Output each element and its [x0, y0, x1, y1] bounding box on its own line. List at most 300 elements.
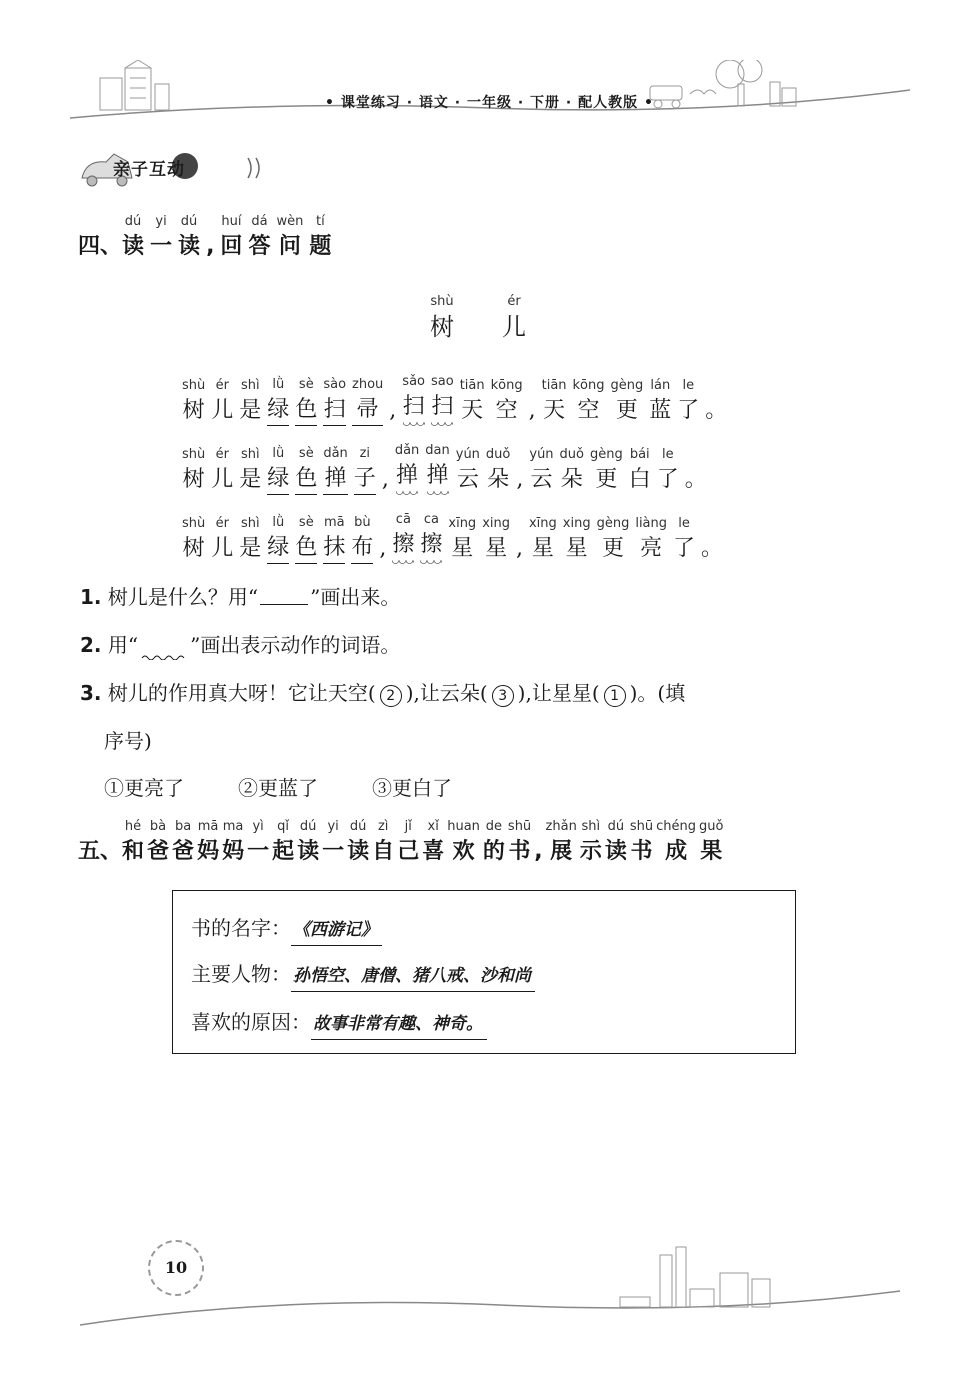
- ruby-char: [267, 444, 289, 495]
- question-3-text-1: 树儿的作用真大呀！它让天空(: [101, 681, 376, 705]
- ruby-char: [630, 817, 653, 867]
- hanzi: 儿: [211, 398, 234, 423]
- hanzi: 掸: [427, 461, 449, 495]
- ruby-char: [431, 372, 454, 426]
- hanzi: 儿: [502, 313, 526, 341]
- pinyin: ba: [174, 819, 192, 834]
- option-3: ③更白了: [372, 776, 452, 800]
- hanzi: 朵: [487, 467, 510, 492]
- hanzi: ,: [515, 536, 523, 561]
- hanzi: 儿: [211, 536, 234, 561]
- pinyin: duǒ: [559, 447, 584, 462]
- pinyin: xing: [482, 516, 510, 531]
- hanzi: 更: [601, 536, 624, 561]
- pinyin: ér: [215, 378, 229, 393]
- ruby-char: [460, 376, 485, 426]
- question-3-line-2: 序号): [104, 729, 152, 753]
- answer-cloud-circle: 3: [492, 685, 514, 707]
- ruby-char: [211, 514, 233, 564]
- ruby-char: [448, 514, 476, 564]
- pinyin: liàng: [635, 516, 668, 531]
- pinyin: yi: [327, 819, 339, 834]
- hanzi: 爸: [147, 839, 170, 864]
- ruby-char: [546, 817, 577, 867]
- straight-line-symbol: [260, 592, 308, 605]
- hanzi: 回: [220, 234, 243, 259]
- hanzi: 星: [485, 536, 508, 561]
- pinyin: kōng: [572, 378, 605, 393]
- question-3-number: 3.: [80, 681, 102, 705]
- ruby-char: [420, 510, 442, 564]
- pinyin: dú: [607, 819, 625, 834]
- pinyin: yi: [155, 214, 167, 229]
- poem-title: [430, 292, 574, 342]
- ruby-char: [573, 376, 605, 426]
- ruby-char: [382, 445, 389, 495]
- pinyin: xīng: [448, 516, 477, 531]
- pinyin: shù: [182, 447, 206, 462]
- pinyin: shū: [629, 819, 654, 834]
- hanzi: 读: [347, 839, 370, 864]
- ruby-char: [529, 514, 557, 564]
- pinyin: lǜ: [272, 515, 285, 530]
- ruby-char: [248, 212, 270, 262]
- ruby-char: [491, 376, 523, 426]
- pinyin: ér: [507, 294, 521, 309]
- pinyin: dú: [124, 214, 142, 229]
- hanzi: 色: [295, 397, 318, 422]
- pinyin: dǎn: [394, 443, 420, 458]
- hanzi: 是: [239, 398, 262, 423]
- hanzi: 掸: [396, 461, 418, 495]
- ruby-char: [178, 212, 200, 262]
- pinyin: dú: [180, 214, 198, 229]
- hanzi: ,: [389, 398, 397, 423]
- ruby-char: [211, 376, 233, 426]
- ruby-char: [379, 514, 386, 564]
- pinyin: sè: [298, 515, 314, 530]
- hanzi: 读: [178, 234, 201, 259]
- hanzi: 星: [565, 536, 588, 561]
- hanzi: 云: [530, 467, 553, 492]
- pinyin: bù: [354, 515, 371, 530]
- ruby-char: [354, 444, 376, 495]
- pinyin: qǐ: [277, 819, 290, 834]
- ruby-char: [529, 376, 536, 426]
- hanzi: 更: [595, 467, 618, 492]
- hanzi: 云: [456, 467, 479, 492]
- hanzi: 亮: [640, 536, 663, 561]
- pinyin: wèn: [276, 214, 304, 229]
- pinyin: mā: [324, 515, 345, 530]
- ruby-char: [323, 375, 346, 426]
- pinyin: shù: [182, 516, 206, 531]
- ruby-char: [657, 445, 679, 495]
- ruby-char: [486, 445, 510, 495]
- ruby-char: [323, 513, 345, 564]
- question-1-text-after: ”画出来。: [310, 585, 401, 609]
- book-info-box: [172, 890, 796, 1054]
- ruby-char: [372, 817, 394, 867]
- pinyin: huí: [221, 214, 242, 229]
- pinyin: guǒ: [699, 819, 724, 834]
- pinyin: tiān: [541, 378, 567, 393]
- pinyin: gèng: [590, 447, 623, 462]
- ruby-char: [172, 817, 194, 867]
- answer-sky-circle: 2: [380, 685, 402, 707]
- badge-label: 亲子互动: [113, 160, 185, 180]
- pinyin: zi: [359, 446, 371, 461]
- book-name-row: [191, 913, 382, 946]
- section-4-heading: [78, 212, 337, 262]
- pinyin: gèng: [610, 378, 644, 393]
- ruby-char: [456, 445, 480, 495]
- pinyin: xing: [562, 516, 591, 531]
- hanzi: 扫: [403, 392, 425, 426]
- ruby-char: [182, 376, 205, 426]
- ruby-char: [635, 514, 667, 564]
- ruby-char: [222, 817, 244, 867]
- pinyin: sè: [298, 446, 314, 461]
- pinyin: ér: [215, 516, 229, 531]
- ruby-char: [425, 441, 449, 495]
- ruby-char: [323, 444, 347, 495]
- ruby-char: [649, 376, 671, 426]
- question-1-number: 1.: [80, 585, 102, 609]
- pinyin: lán: [650, 378, 671, 393]
- wavy-line-symbol: [140, 648, 188, 660]
- hanzi: 擦: [392, 530, 414, 564]
- hanzi: 读: [297, 839, 320, 864]
- ruby-char: [239, 376, 261, 426]
- ruby-char: [422, 817, 444, 867]
- option-1: ①更亮了: [104, 776, 184, 800]
- question-2-number: 2.: [80, 633, 102, 657]
- pinyin: le: [678, 516, 690, 531]
- ruby-char: [239, 514, 261, 564]
- hanzi: 擦: [420, 530, 442, 564]
- book-reason-value: 故事非常有趣、神奇。: [311, 1009, 487, 1040]
- pinyin: mā: [197, 819, 219, 834]
- ruby-char: [701, 514, 723, 564]
- pinyin: zhǎn: [545, 819, 577, 834]
- book-characters-label: 主要人物：: [191, 962, 291, 986]
- question-3-text-2: ),让云朵(: [405, 681, 488, 705]
- pinyin: lǜ: [272, 446, 285, 461]
- ruby-char: [397, 817, 419, 867]
- hanzi: 布: [351, 535, 374, 560]
- pinyin: shù: [430, 294, 454, 309]
- pinyin: shì: [240, 516, 260, 531]
- poem-line-3: [182, 510, 729, 564]
- ruby-char: [309, 212, 331, 262]
- ruby-char: [182, 445, 205, 495]
- hanzi: 书: [630, 839, 653, 864]
- option-2: ②更蓝了: [238, 776, 318, 800]
- pinyin: kōng: [490, 378, 523, 393]
- ruby-char: [347, 817, 369, 867]
- hanzi: 星: [451, 536, 474, 561]
- ruby-char: [150, 212, 172, 262]
- hanzi: 自: [372, 839, 395, 864]
- pinyin: ér: [215, 447, 229, 462]
- section-4-number: 四、: [78, 234, 123, 259]
- hanzi: 树: [182, 467, 205, 492]
- ruby-char: [611, 376, 644, 426]
- ruby-char: [322, 817, 344, 867]
- ruby-char: [542, 376, 567, 426]
- pinyin: bái: [629, 447, 650, 462]
- hanzi: 扫: [323, 397, 346, 422]
- ruby-char: [247, 817, 269, 867]
- ruby-char: [483, 817, 505, 867]
- hanzi: 答: [248, 234, 271, 259]
- poem-line-1: [182, 372, 733, 426]
- ruby-char: [147, 817, 169, 867]
- question-2-text-after: ”画出表示动作的词语。: [190, 633, 401, 657]
- book-characters-row: [191, 959, 535, 992]
- hanzi: 妈: [197, 839, 220, 864]
- pinyin: dá: [251, 214, 268, 229]
- hanzi: 读: [604, 839, 627, 864]
- pinyin: de: [485, 819, 503, 834]
- ruby-char: [529, 445, 553, 495]
- ruby-char: [395, 441, 419, 495]
- hanzi: 色: [295, 466, 318, 491]
- ruby-char: [239, 445, 261, 495]
- hanzi: 儿: [211, 467, 234, 492]
- ruby-char: [560, 445, 584, 495]
- hanzi: 绿: [267, 397, 290, 422]
- pinyin: shù: [182, 378, 206, 393]
- hanzi: 一: [150, 234, 173, 259]
- question-2: [80, 630, 400, 660]
- pinyin: shì: [240, 447, 260, 462]
- pinyin: chéng: [656, 819, 697, 834]
- ruby-char: [629, 445, 651, 495]
- ruby-char: [352, 375, 383, 426]
- ruby-char: [211, 445, 233, 495]
- hanzi: ,: [534, 839, 543, 864]
- pinyin: duǒ: [485, 447, 511, 462]
- hanzi: 了: [656, 467, 679, 492]
- footer-skyline-illustration: [80, 1245, 900, 1335]
- hanzi: 朵: [560, 467, 583, 492]
- section-5-heading: [78, 817, 726, 867]
- hanzi: 果: [700, 839, 723, 864]
- pinyin: ma: [222, 819, 244, 834]
- hanzi: 子: [353, 466, 376, 491]
- question-3-text-4: )。(填: [629, 681, 686, 705]
- pinyin: shì: [581, 819, 601, 834]
- ruby-char: [220, 212, 242, 262]
- ruby-char: [685, 445, 707, 495]
- pinyin: le: [682, 378, 695, 393]
- hanzi: 示: [579, 839, 602, 864]
- hanzi: 。: [701, 536, 724, 561]
- pinyin: yì: [252, 819, 264, 834]
- ruby-char: [182, 514, 205, 564]
- question-2-text-before: 用“: [101, 633, 139, 657]
- ruby-char: [563, 514, 591, 564]
- hanzi: 了: [677, 398, 700, 423]
- ruby-char: [516, 514, 523, 564]
- pinyin: zì: [377, 819, 389, 834]
- book-reason-label: 喜欢的原因：: [191, 1010, 311, 1034]
- ruby-char: [206, 212, 214, 262]
- hanzi: 喜: [422, 839, 445, 864]
- question-1-text-before: 树儿是什么？用“: [101, 585, 259, 609]
- hanzi: 读: [122, 234, 145, 259]
- pinyin: hé: [124, 819, 142, 834]
- hanzi: 绿: [267, 466, 290, 491]
- hanzi: 是: [239, 467, 262, 492]
- hanzi: 色: [295, 535, 318, 560]
- ruby-char: [516, 445, 523, 495]
- ruby-char: [295, 513, 317, 564]
- pinyin: dú: [299, 819, 317, 834]
- pinyin: tiān: [459, 378, 485, 393]
- ruby-char: [597, 514, 630, 564]
- hanzi: 更: [615, 398, 638, 423]
- pinyin: xǐ: [427, 819, 439, 834]
- hanzi: 问: [278, 234, 301, 259]
- hanzi: 蓝: [649, 398, 672, 423]
- ruby-char: [197, 817, 219, 867]
- page-number: 10: [148, 1240, 204, 1296]
- pinyin: yún: [529, 447, 554, 462]
- hanzi: 起: [272, 839, 295, 864]
- ruby-char: [297, 817, 319, 867]
- hanzi: 题: [309, 234, 332, 259]
- ruby-char: [605, 817, 627, 867]
- hanzi: 树: [182, 398, 205, 423]
- hanzi: 的: [482, 839, 505, 864]
- book-reason-row: [191, 1007, 487, 1040]
- pinyin: sǎo: [402, 374, 425, 389]
- section-5-number: 五、: [78, 839, 123, 864]
- pinyin: shū: [507, 819, 532, 834]
- ruby-char: [272, 817, 294, 867]
- hanzi: 白: [628, 467, 651, 492]
- hanzi: 。: [705, 398, 728, 423]
- hanzi: 己: [397, 839, 420, 864]
- question-3: [80, 678, 685, 708]
- hanzi: 书: [508, 839, 531, 864]
- pinyin: gèng: [596, 516, 630, 531]
- ruby-char: [673, 514, 695, 564]
- hanzi: 展: [550, 839, 573, 864]
- pinyin: cā: [395, 512, 411, 527]
- header-title: • 课堂练习 · 语文 · 一年级 · 下册 · 配人教版 •: [325, 95, 654, 111]
- hanzi: 。: [684, 467, 707, 492]
- hanzi: 成: [665, 839, 688, 864]
- pinyin: lǜ: [272, 377, 285, 392]
- pinyin: ca: [423, 512, 439, 527]
- hanzi: 树: [430, 313, 454, 341]
- hanzi: 星: [531, 536, 554, 561]
- ruby-char: [580, 817, 602, 867]
- ruby-char: [534, 817, 542, 867]
- hanzi: 欢: [452, 839, 475, 864]
- hanzi: 帚: [356, 397, 379, 422]
- pinyin: sè: [298, 377, 314, 392]
- hanzi: 爸: [172, 839, 195, 864]
- hanzi: 树: [182, 536, 205, 561]
- book-name-label: 书的名字：: [191, 916, 291, 940]
- answer-star-circle: 1: [604, 685, 626, 707]
- hanzi: ,: [528, 398, 536, 423]
- hanzi: 空: [495, 398, 518, 423]
- book-name-value: 《西游记》: [291, 915, 382, 946]
- pinyin: yún: [455, 447, 480, 462]
- pinyin: dan: [425, 443, 450, 458]
- hanzi: 空: [577, 398, 600, 423]
- ruby-char: [508, 817, 531, 867]
- hanzi: 绿: [267, 535, 290, 560]
- hanzi: ,: [516, 467, 524, 492]
- hanzi: 天: [543, 398, 566, 423]
- hanzi: 妈: [222, 839, 245, 864]
- ruby-char: [295, 444, 317, 495]
- book-characters-value: 孙悟空、唐僧、猪八戒、沙和尚: [291, 961, 535, 992]
- ruby-char: [502, 292, 526, 342]
- ruby-char: [389, 376, 396, 426]
- pinyin: xīng: [528, 516, 557, 531]
- ruby-char: [267, 513, 289, 564]
- pinyin: dú: [349, 819, 367, 834]
- ruby-char: [705, 376, 727, 426]
- hanzi: ,: [381, 467, 389, 492]
- ruby-char: [392, 510, 414, 564]
- ruby-char: [295, 375, 317, 426]
- ruby-char: [402, 372, 425, 426]
- ruby-char: [267, 375, 289, 426]
- pinyin: bà: [149, 819, 167, 834]
- hanzi: 是: [239, 536, 262, 561]
- hanzi: 了: [673, 536, 696, 561]
- ruby-char: [351, 513, 373, 564]
- ruby-char: [656, 817, 696, 867]
- ruby-char: [677, 376, 699, 426]
- hanzi: 和: [122, 839, 145, 864]
- pinyin: huan: [447, 819, 480, 834]
- ruby-char: [699, 817, 723, 867]
- ruby-char: [430, 292, 454, 342]
- poem-line-2: [182, 441, 713, 495]
- pinyin: zhou: [352, 377, 384, 392]
- hanzi: 天: [461, 398, 484, 423]
- pinyin: jǐ: [404, 819, 412, 834]
- hanzi: 掸: [324, 466, 347, 491]
- pinyin: shì: [240, 378, 260, 393]
- hanzi: 一: [322, 839, 345, 864]
- hanzi: ,: [379, 536, 387, 561]
- ruby-char: [122, 212, 144, 262]
- pinyin: dǎn: [323, 446, 348, 461]
- answer-options: [104, 773, 452, 803]
- hanzi: ,: [206, 234, 215, 259]
- ruby-char: [122, 817, 144, 867]
- hanzi: 抹: [323, 535, 346, 560]
- pinyin: sao: [431, 374, 454, 389]
- pinyin: sào: [323, 377, 347, 392]
- question-1: [80, 582, 400, 612]
- hanzi: 扫: [431, 392, 453, 426]
- question-3-text-3: ),让星星(: [517, 681, 600, 705]
- ruby-char: [276, 212, 303, 262]
- ruby-char: [482, 514, 510, 564]
